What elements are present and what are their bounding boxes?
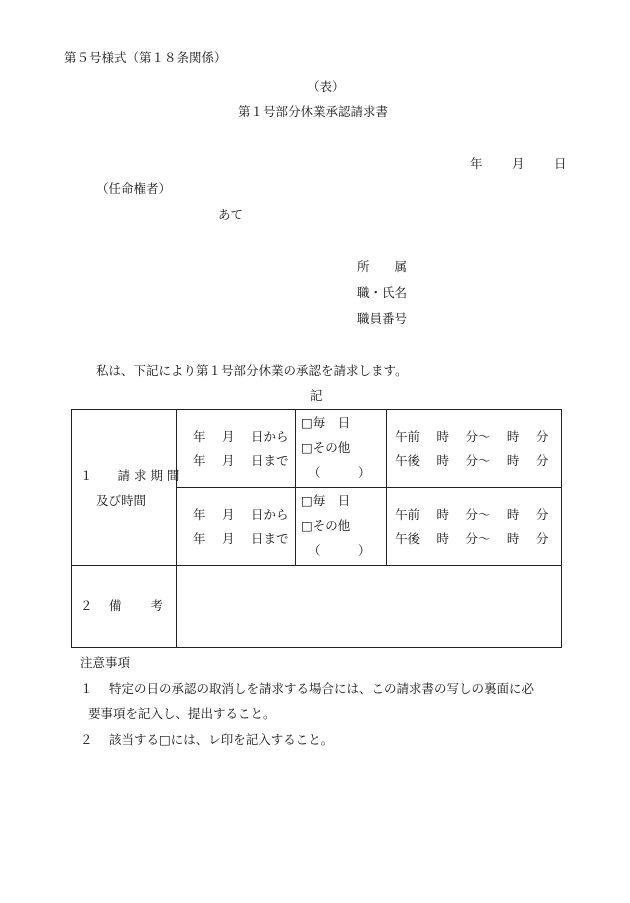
time-pm: 午後 時 分～ 時 分 bbox=[395, 453, 549, 468]
period-label-cell bbox=[72, 410, 180, 566]
time-am: 午前 時 分～ 時 分 bbox=[395, 507, 549, 522]
frequency-cell bbox=[296, 488, 387, 566]
date-from: 年 月 日から bbox=[193, 429, 289, 444]
date-to: 年 月 日まで bbox=[193, 453, 289, 468]
remarks-row bbox=[72, 566, 562, 648]
applicant-affiliation: 所 属 bbox=[357, 259, 408, 274]
time-am: 午前 時 分～ 時 分 bbox=[395, 429, 549, 444]
request-statement: 私は、下記により第１号部分休業の承認を請求します。 bbox=[96, 363, 408, 378]
addressee-role: （任命権者） bbox=[96, 181, 172, 196]
date-day: 日 bbox=[554, 156, 567, 171]
date-range-cell[interactable] bbox=[177, 410, 296, 488]
other-checkbox[interactable]: □その他 bbox=[301, 440, 351, 455]
addressee-suffix: あて bbox=[218, 207, 244, 222]
time-pm: 午後 時 分～ 時 分 bbox=[395, 531, 549, 546]
note-2: ２ 該当する□には、レ印を記入すること。 bbox=[80, 732, 334, 747]
every-day-checkbox[interactable]: □毎 日 bbox=[301, 493, 351, 508]
period-row-1 bbox=[72, 410, 562, 488]
other-checkbox[interactable]: □その他 bbox=[301, 518, 351, 533]
date-year: 年 bbox=[470, 156, 483, 171]
notes-heading: 注意事項 bbox=[80, 655, 131, 670]
note-1-line2: 要事項を記入し、提出すること。 bbox=[88, 706, 276, 721]
every-day-checkbox[interactable]: □毎 日 bbox=[301, 415, 351, 430]
remarks-label-cell bbox=[72, 566, 177, 648]
period-label-line2: 及び時間 bbox=[96, 493, 147, 508]
form-number: 第５号様式（第１８条関係） bbox=[64, 50, 227, 65]
note-1-line1: １ 特定の日の承認の取消しを請求する場合には、この請求書の写しの裏面に必 bbox=[80, 681, 534, 696]
remarks-label: ２ 備 考 bbox=[80, 598, 163, 613]
date-from: 年 月 日から bbox=[193, 507, 289, 522]
date-month: 月 bbox=[512, 156, 525, 171]
date-to: 年 月 日まで bbox=[193, 531, 289, 546]
time-cell[interactable] bbox=[387, 410, 562, 488]
side-label: （表） bbox=[307, 79, 345, 94]
remarks-field[interactable] bbox=[177, 566, 562, 648]
applicant-staff-number: 職員番号 bbox=[357, 311, 408, 326]
ki-heading: 記 bbox=[310, 388, 323, 403]
period-label-line1: １ 請 求 期 間 bbox=[80, 468, 180, 483]
request-table bbox=[71, 409, 562, 648]
date-range-cell[interactable] bbox=[177, 488, 296, 566]
other-detail-field[interactable]: （ ） bbox=[308, 543, 371, 558]
frequency-cell bbox=[296, 410, 387, 488]
time-cell[interactable] bbox=[387, 488, 562, 566]
document-title: 第１号部分休業承認請求書 bbox=[238, 104, 389, 119]
applicant-name: 職・氏名 bbox=[357, 285, 408, 300]
other-detail-field[interactable]: （ ） bbox=[308, 465, 371, 480]
